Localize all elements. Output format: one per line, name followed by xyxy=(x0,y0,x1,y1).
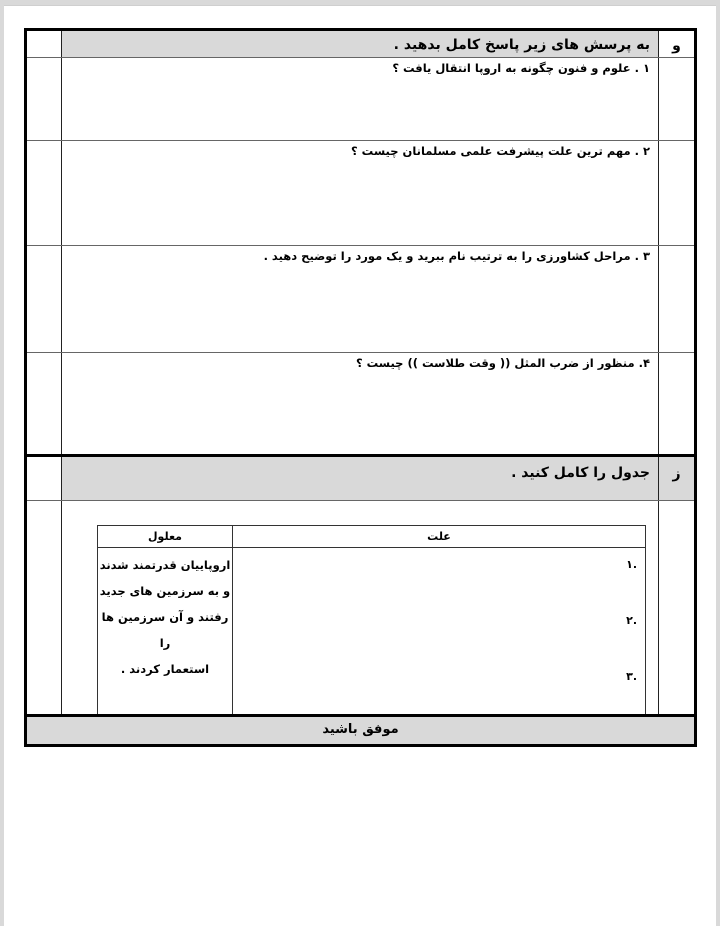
question-row xyxy=(27,141,694,245)
question-text: ۳ . مراحل کشاورزی را به ترتیب نام ببرید و یک مورد را توضیح دهید . xyxy=(263,249,650,263)
question-text: ۲ . مهم ترین علت پیشرفت علمی مسلمانان چیست ؟ xyxy=(350,144,650,158)
section-z-letter: ز xyxy=(658,457,694,500)
section-v-header xyxy=(27,31,694,57)
blank-column xyxy=(27,31,62,57)
question-row xyxy=(27,246,694,352)
cause-item: .۱ xyxy=(626,558,637,571)
effect-line: و به سرزمین های جدید xyxy=(99,584,231,598)
footer-message: موفق باشید xyxy=(27,714,694,744)
question-text: ۴. منظور از ضرب المثل (( وقت طلاست )) چیست ؟ xyxy=(355,356,650,370)
cause-effect-table xyxy=(97,525,646,721)
effect-header: معلول xyxy=(98,526,233,548)
section-z-header xyxy=(27,457,694,500)
cause-item: .۲ xyxy=(626,614,637,627)
section-v-title: به پرسش های زیر پاسخ کامل بدهید . xyxy=(62,31,658,57)
effect-line: استعمار کردند . xyxy=(120,662,210,676)
section-v-letter: و xyxy=(658,31,694,57)
question-text: ۱ . علوم و فنون چگونه به اروپا انتقال یافت ؟ xyxy=(392,61,650,75)
section-z-title: جدول را کامل کنید . xyxy=(62,457,658,500)
question-row xyxy=(27,353,694,455)
exam-frame xyxy=(24,28,697,747)
cause-item: .۳ xyxy=(626,670,637,683)
cause-cell xyxy=(233,548,646,721)
effect-line: رفتند و آن سرزمین ها را xyxy=(101,610,229,650)
effect-cell xyxy=(98,548,233,721)
effect-line: اروپاییان قدرتمند شدند xyxy=(99,558,231,572)
cause-header: علت xyxy=(233,526,646,548)
question-row xyxy=(27,58,694,140)
